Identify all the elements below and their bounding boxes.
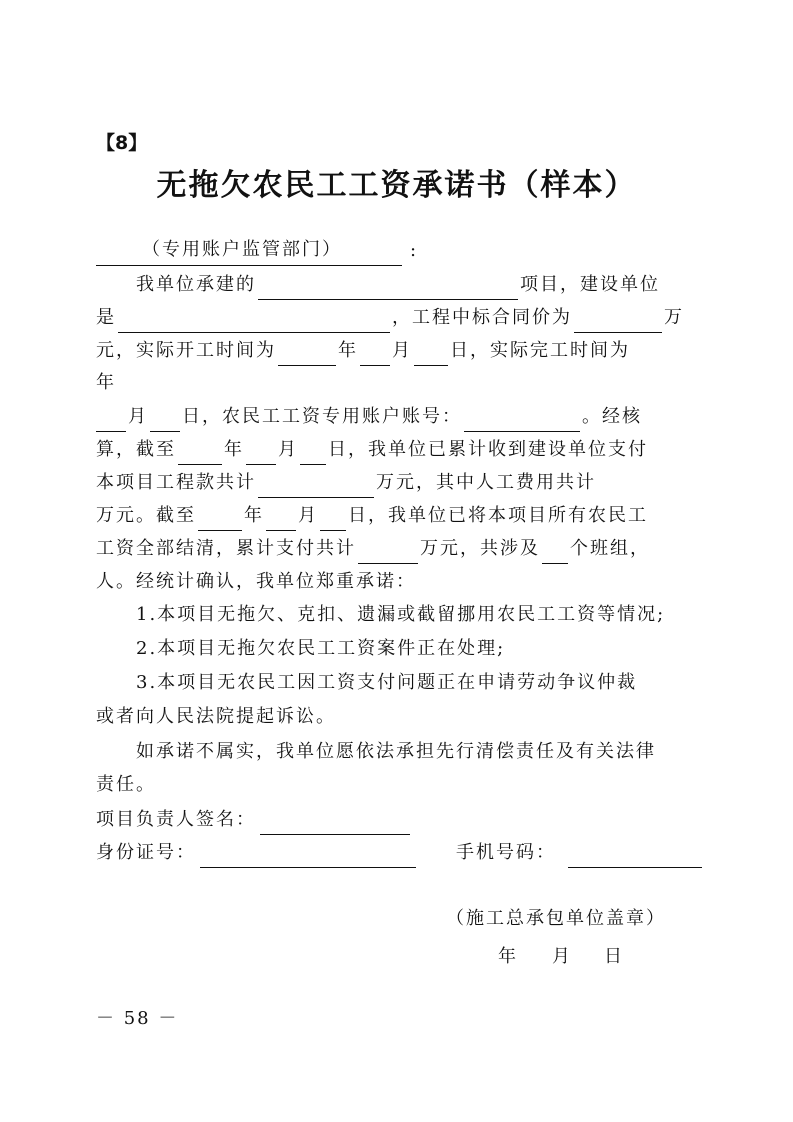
text-segment: 项目，建设单位 — [520, 274, 660, 295]
blank — [96, 243, 142, 266]
text-segment: 年 — [96, 372, 116, 393]
text-segment: 责任。 — [96, 774, 156, 795]
settle-day-blank — [320, 508, 346, 531]
id-number-blank — [200, 845, 416, 868]
text-segment: 是 — [96, 307, 116, 328]
promise-item-3 — [136, 668, 637, 698]
text-segment: 本项目工程款共计 — [96, 472, 256, 493]
text-segment: 2.本项目无拖欠农民工工资案件正在处理; — [136, 638, 506, 659]
leader-signature-row — [96, 805, 412, 835]
text-segment: 月 — [278, 439, 298, 460]
text-segment: 万元。截至 — [96, 505, 196, 526]
id-number-row — [96, 838, 418, 868]
body-line-1 — [136, 270, 660, 300]
id-number-label: 身份证号： — [96, 842, 196, 863]
text-segment: 元，实际开工时间为 — [96, 340, 276, 361]
leader-signature-blank — [260, 812, 410, 835]
text-segment: 人。经统计确认，我单位郑重承诺： — [96, 571, 416, 592]
commitment-line-1 — [136, 737, 656, 767]
text-segment: 万元，共涉及 — [420, 538, 540, 559]
start-day-blank — [414, 343, 448, 366]
promise-item-1 — [136, 600, 665, 630]
blank — [342, 243, 402, 266]
promise-item-3-continued — [96, 702, 336, 732]
builder-name-blank — [118, 310, 390, 333]
text-segment: 月 — [392, 340, 412, 361]
text-segment: 年 — [244, 505, 264, 526]
text-segment: 我单位承建的 — [136, 274, 256, 295]
body-line-8 — [96, 501, 648, 531]
text-segment: 年 — [338, 340, 358, 361]
seal-label: （施工总承包单位盖章） — [446, 908, 666, 929]
text-segment: ，工程中标合同价为 — [392, 307, 572, 328]
document-tag: 【8】 — [96, 132, 148, 154]
text-segment: 万元，其中人工费用共计 — [376, 472, 596, 493]
text-segment: 年 — [224, 439, 244, 460]
text-segment: 或者向人民法院提起诉讼。 — [96, 706, 336, 727]
text-segment: 。经核 — [582, 406, 642, 427]
text-segment: 3.本项目无农民工因工资支付问题正在申请劳动争议仲裁 — [136, 672, 638, 693]
start-year-blank — [278, 343, 336, 366]
addressee-line — [96, 236, 418, 266]
body-line-6 — [96, 435, 648, 465]
project-name-blank — [258, 277, 518, 300]
text-segment: 月 — [128, 406, 148, 427]
promise-item-2 — [136, 634, 505, 664]
text-segment: 日，实际完工时间为 — [450, 340, 630, 361]
settle-month-blank — [266, 508, 296, 531]
cutoff-day-blank — [300, 442, 326, 465]
end-month-blank — [96, 409, 126, 432]
text-segment: 日，我单位已累计收到建设单位支付 — [328, 439, 648, 460]
addressee-text: （专用账户监管部门） — [142, 235, 342, 266]
team-count-blank — [542, 541, 568, 564]
phone-blank — [568, 845, 702, 868]
body-line-2 — [96, 303, 684, 333]
text-segment: 日，农民工工资专用账户账号： — [182, 406, 462, 427]
leader-signature-label: 项目负责人签名： — [96, 809, 256, 830]
start-month-blank — [360, 343, 390, 366]
text-segment: 个班组， — [570, 538, 650, 559]
text-segment: 月 — [298, 505, 318, 526]
date-day: 日 — [604, 946, 624, 967]
cutoff-month-blank — [246, 442, 276, 465]
body-line-4 — [96, 368, 116, 398]
body-line-3 — [96, 336, 630, 366]
paid-total-blank — [358, 541, 418, 564]
page-number: － 58 － — [96, 1008, 179, 1029]
payment-total-blank — [258, 475, 374, 498]
date-year: 年 — [498, 946, 518, 967]
text-segment: 日，我单位已将本项目所有农民工 — [348, 505, 648, 526]
text-segment: 万 — [664, 307, 684, 328]
text-segment: 如承诺不属实，我单位愿依法承担先行清偿责任及有关法律 — [136, 741, 656, 762]
date-month: 月 — [552, 946, 572, 967]
addressee-colon: : — [410, 240, 419, 261]
text-segment: 算，截至 — [96, 439, 176, 460]
phone-row — [456, 838, 704, 868]
commitment-line-2 — [96, 770, 156, 800]
cutoff-year-blank — [178, 442, 222, 465]
body-line-7 — [96, 468, 596, 498]
body-line-9 — [96, 534, 650, 564]
end-day-blank — [150, 409, 180, 432]
body-line-5 — [96, 402, 642, 432]
page-title: 无拖欠农民工工资承诺书（样本） — [156, 168, 637, 203]
phone-label: 手机号码： — [456, 842, 556, 863]
settle-year-blank — [198, 508, 242, 531]
body-line-10 — [96, 567, 416, 597]
text-segment: 工资全部结清，累计支付共计 — [96, 538, 356, 559]
account-number-blank — [464, 409, 580, 432]
contract-price-blank — [574, 310, 662, 333]
text-segment: 1.本项目无拖欠、克扣、遗漏或截留挪用农民工工资等情况; — [136, 604, 666, 625]
